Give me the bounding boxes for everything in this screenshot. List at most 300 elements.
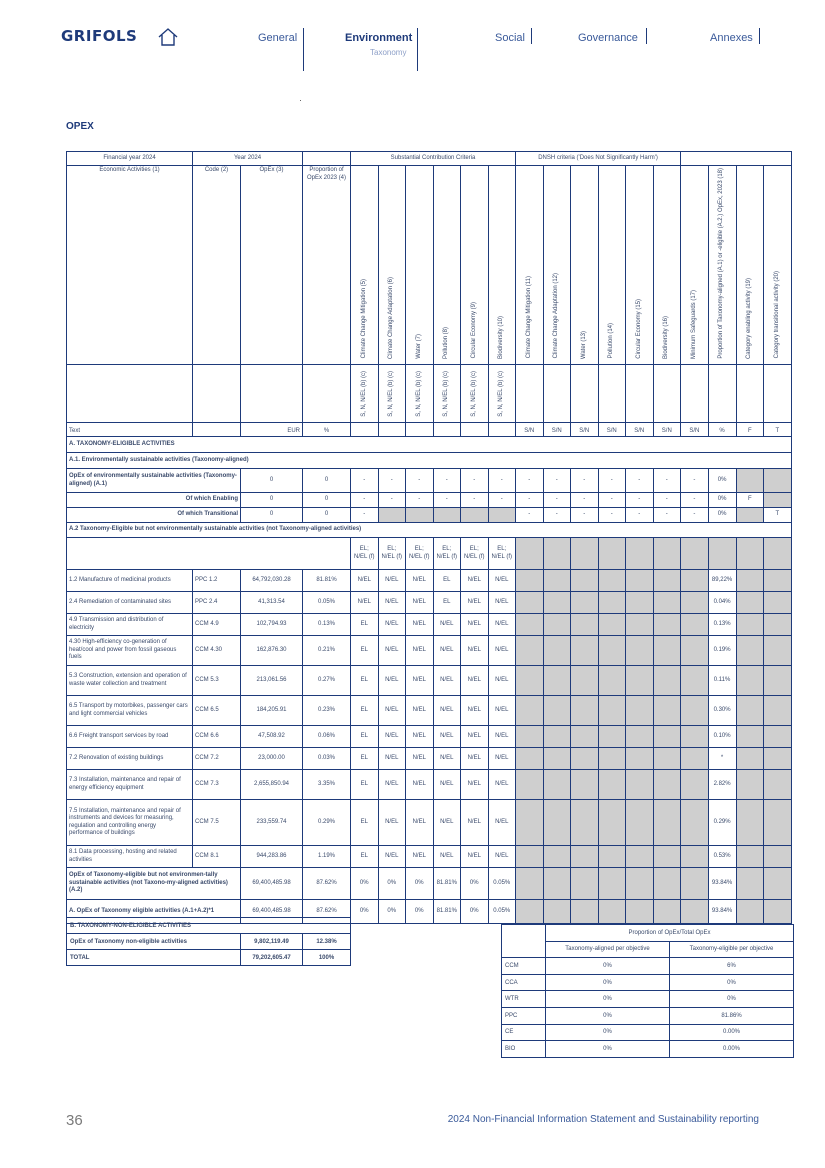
proportion-table <box>501 924 794 1058</box>
row-sc: 0% <box>351 868 379 900</box>
rotated-header <box>708 166 736 365</box>
row-code: CCM 6.5 <box>193 696 241 726</box>
non-eligible-table <box>66 917 351 966</box>
col-proportion: Proportion of OpEx 2023 (4) <box>303 166 351 365</box>
col-header: Taxonomy-eligible per objective <box>670 941 794 958</box>
row-eligible: 81.86% <box>670 1007 794 1024</box>
row-opex: 213,061.56 <box>241 666 303 696</box>
table-row <box>67 523 792 538</box>
row-sc: N/EL <box>488 666 516 696</box>
row-sc: N/EL <box>461 614 489 636</box>
row-p18: 0.30% <box>708 696 736 726</box>
row-label: OpEx of Taxonomy-eligible but not environmen-tally sustainable activities (not Taxono-my-aligned activities) (A.2) <box>67 868 241 900</box>
unit-eur: EUR <box>241 423 303 437</box>
row-prop: 12.38% <box>303 934 351 950</box>
row-p18: 0% <box>708 469 736 493</box>
row-sc: N/EL <box>488 592 516 614</box>
col-opex: OpEx (3) <box>241 166 303 365</box>
row-activity: 4.30 High-efficiency co-generation of heat/cool and power from fossil gaseous fuels <box>67 636 193 666</box>
row-sc: N/EL <box>378 846 406 868</box>
row-p18: 0% <box>708 508 736 523</box>
row-sc: EL <box>351 636 379 666</box>
row-sc: N/EL <box>488 636 516 666</box>
sc-code-label: S, N, N/EL (b) (c) <box>498 370 505 417</box>
el-header: EL; N/EL (f) <box>488 538 516 570</box>
row-p18: 0.04% <box>708 592 736 614</box>
row-dash: - <box>433 469 461 493</box>
row-code: CCM 6.6 <box>193 726 241 748</box>
rotated-label: Biodiversity (16) <box>663 315 670 359</box>
sc-code-label: S, N, N/EL (b) (c) <box>388 370 395 417</box>
unit-sn: S/N <box>626 423 654 437</box>
row-activity: 1.2 Manufacture of medicinal products <box>67 570 193 592</box>
rotated-header <box>764 166 792 365</box>
row-eligible: 0.00% <box>670 1024 794 1041</box>
row-sc: N/EL <box>378 696 406 726</box>
row-sc: EL <box>351 770 379 800</box>
row-opex: 162,876.30 <box>241 636 303 666</box>
row-dash: - <box>516 469 544 493</box>
el-header: EL; N/EL (f) <box>461 538 489 570</box>
sc-code <box>378 365 406 423</box>
row-prop: 100% <box>303 950 351 966</box>
row-sc: N/EL <box>433 636 461 666</box>
row-aligned: 0% <box>546 974 670 991</box>
row-dash: - <box>571 493 599 508</box>
row-sc: N/EL <box>378 666 406 696</box>
rotated-label: Minimum Safeguards (17) <box>690 289 697 359</box>
row-sc: EL <box>351 748 379 770</box>
row-opex: 69,400,485.98 <box>241 900 303 924</box>
table-row <box>502 925 794 942</box>
nav-governance[interactable]: Governance <box>578 32 638 44</box>
row-dash: - <box>653 493 681 508</box>
row-sc: 81.81% <box>433 900 461 924</box>
section-a: A. TAXONOMY-ELIGIBLE ACTIVITIES <box>67 437 792 453</box>
table-row <box>67 696 792 726</box>
row-p18: 0.53% <box>708 846 736 868</box>
row-sc: EL <box>351 614 379 636</box>
row-objective: BIO <box>502 1041 546 1058</box>
row-activity: 8.1 Data processing, hosting and related activities <box>67 846 193 868</box>
row-sc: N/EL <box>378 770 406 800</box>
row-dash: - <box>681 508 709 523</box>
table-row <box>67 592 792 614</box>
rotated-label: Category enabling activity (19) <box>746 277 753 359</box>
row-sc: N/EL <box>488 770 516 800</box>
row-sc: N/EL <box>488 748 516 770</box>
section-a2: A.2 Taxonomy-Eligible but not environmentally sustainable activities (not Taxonomy-aligned activities) <box>67 523 792 538</box>
row-prop: 1.19% <box>303 846 351 868</box>
row-code: CCM 5.3 <box>193 666 241 696</box>
row-prop: 0 <box>303 493 351 508</box>
table-row <box>67 770 792 800</box>
rotated-label: Pollution (8) <box>443 326 450 359</box>
sc-header: Substantial Contribution Criteria <box>351 152 516 166</box>
row-sc: N/EL <box>406 696 434 726</box>
row-sc: EL <box>351 696 379 726</box>
row-dash: - <box>543 493 571 508</box>
rotated-label: Water (7) <box>415 333 422 359</box>
table-row <box>67 726 792 748</box>
row-p18: 0.29% <box>708 800 736 846</box>
row-sc: N/EL <box>461 770 489 800</box>
row-sc: EL <box>351 846 379 868</box>
row-prop: 0.29% <box>303 800 351 846</box>
rotated-header <box>681 166 709 365</box>
row-sc: N/EL <box>461 726 489 748</box>
row-sc: N/EL <box>378 726 406 748</box>
row-dash: - <box>351 469 379 493</box>
row-sc: 0.05% <box>488 868 516 900</box>
row-sc: 0% <box>351 900 379 924</box>
row-sc: N/EL <box>433 800 461 846</box>
row-activity: 4.9 Transmission and distribution of electricity <box>67 614 193 636</box>
row-code: CCM 7.2 <box>193 748 241 770</box>
dot <box>300 100 301 101</box>
row-code: CCM 7.3 <box>193 770 241 800</box>
row-dash: - <box>681 469 709 493</box>
row-dash: - <box>543 469 571 493</box>
sc-code <box>488 365 516 423</box>
table-row <box>502 1007 794 1024</box>
row-activity: 6.6 Freight transport services by road <box>67 726 193 748</box>
row-sc: N/EL <box>433 748 461 770</box>
rotated-label: Category transitional activity (20) <box>773 271 780 359</box>
unit-pct: % <box>303 423 351 437</box>
rotated-header <box>433 166 461 365</box>
row-sc: N/EL <box>406 636 434 666</box>
row-prop: 0.13% <box>303 614 351 636</box>
row-activity: 7.2 Renovation of existing buildings <box>67 748 193 770</box>
rotated-label: Circular Economy (9) <box>470 302 477 359</box>
row-objective: PPC <box>502 1007 546 1024</box>
row-dash: - <box>461 469 489 493</box>
row-p18: 0.10% <box>708 726 736 748</box>
row-dash: - <box>378 469 406 493</box>
row-prop: 0.27% <box>303 666 351 696</box>
row-p18: 93.84% <box>708 868 736 900</box>
row-dash: - <box>653 508 681 523</box>
section-a1: A.1. Environmentally sustainable activities (Taxonomy-aligned) <box>67 453 792 469</box>
table-row <box>67 636 792 666</box>
row-opex: 0 <box>241 508 303 523</box>
row-dash: - <box>543 508 571 523</box>
row-dash: - <box>351 493 379 508</box>
row-opex: 233,559.74 <box>241 800 303 846</box>
row-label: Of which Transitional <box>67 508 241 523</box>
sc-code <box>461 365 489 423</box>
row-objective: CCM <box>502 958 546 975</box>
row-sc: N/EL <box>488 614 516 636</box>
home-icon[interactable] <box>157 26 179 48</box>
cell <box>681 152 792 166</box>
table-row <box>502 991 794 1008</box>
unit-pct: % <box>708 423 736 437</box>
row-prop: 0.05% <box>303 592 351 614</box>
row-sc: N/EL <box>378 570 406 592</box>
row-sc: N/EL <box>461 592 489 614</box>
unit-sn: S/N <box>543 423 571 437</box>
table-row <box>502 941 794 958</box>
row-dash: - <box>516 493 544 508</box>
nav-social[interactable]: Social <box>495 32 525 44</box>
row-label: OpEx of Taxonomy non-eligible activities <box>67 934 241 950</box>
row-code: CCM 4.9 <box>193 614 241 636</box>
row-dash: - <box>461 493 489 508</box>
year-header: Year 2024 <box>193 152 303 166</box>
row-label: A. OpEx of Taxonomy eligible activities (A.1+A.2)*1 <box>67 900 241 924</box>
el-header: EL; N/EL (f) <box>378 538 406 570</box>
row-code: CCM 4.30 <box>193 636 241 666</box>
row-activity: 5.3 Construction, extension and operation of waste water collection and treatment <box>67 666 193 696</box>
row-sc: 0% <box>461 868 489 900</box>
row-sc: 0% <box>378 900 406 924</box>
row-dash: - <box>598 508 626 523</box>
row-objective: CE <box>502 1024 546 1041</box>
row-sc: 0% <box>378 868 406 900</box>
el-header: EL; N/EL (f) <box>433 538 461 570</box>
row-sc: N/EL <box>461 846 489 868</box>
row-sc: N/EL <box>406 800 434 846</box>
row-sc: N/EL <box>433 696 461 726</box>
row-sc: N/EL <box>433 846 461 868</box>
row-sc: 0% <box>406 900 434 924</box>
row-eligible: 0% <box>670 991 794 1008</box>
table-row <box>67 868 792 900</box>
row-opex: 944,283.86 <box>241 846 303 868</box>
row-p18: 93.84% <box>708 900 736 924</box>
table-row <box>67 846 792 868</box>
row-opex: 0 <box>241 469 303 493</box>
row-sc: EL <box>433 570 461 592</box>
unit-sn: S/N <box>516 423 544 437</box>
row-opex: 9,802,119.49 <box>241 934 303 950</box>
unit-text: Text <box>67 423 193 437</box>
row-sc: N/EL <box>488 800 516 846</box>
unit-sn: S/N <box>681 423 709 437</box>
row-sc: N/EL <box>351 570 379 592</box>
table-row <box>67 453 792 469</box>
rotated-header <box>461 166 489 365</box>
row-sc: 0% <box>461 900 489 924</box>
col-activities: Economic Activities (1) <box>67 166 193 365</box>
row-opex: 2,655,850.94 <box>241 770 303 800</box>
dnsh-header: DNSH criteria ('Does Not Significantly Harm') <box>516 152 681 166</box>
row-sc: EL <box>351 800 379 846</box>
rotated-label: Biodiversity (10) <box>498 315 505 359</box>
row-dash: - <box>488 469 516 493</box>
table-row <box>67 666 792 696</box>
rotated-header <box>598 166 626 365</box>
row-code: PPC 2.4 <box>193 592 241 614</box>
rotated-label: Climate Change Mitigation (11) <box>525 276 532 359</box>
row-sc: N/EL <box>406 570 434 592</box>
row-label: TOTAL <box>67 950 241 966</box>
rotated-header <box>571 166 599 365</box>
row-sc: N/EL <box>406 726 434 748</box>
sc-code-label: S, N, N/EL (b) (c) <box>415 370 422 417</box>
table-row <box>67 423 792 437</box>
row-label: Of which Enabling <box>67 493 241 508</box>
row-sc: N/EL <box>406 748 434 770</box>
row-cat: T <box>764 508 792 523</box>
row-prop: 0.21% <box>303 636 351 666</box>
sc-code-label: S, N, N/EL (b) (c) <box>470 370 477 417</box>
table-row <box>67 570 792 592</box>
table-row <box>67 437 792 453</box>
row-sc: N/EL <box>433 770 461 800</box>
unit-sn: S/N <box>571 423 599 437</box>
table-row <box>67 365 792 423</box>
rotated-header <box>488 166 516 365</box>
opex-table <box>66 151 792 924</box>
row-prop: 87.62% <box>303 900 351 924</box>
row-sc: N/EL <box>351 592 379 614</box>
rotated-header <box>626 166 654 365</box>
rotated-header <box>351 166 379 365</box>
row-sc: N/EL <box>433 666 461 696</box>
rotated-label: Climate Change Adaptation (6) <box>388 276 395 359</box>
rotated-label: Water (13) <box>580 330 587 359</box>
table-row <box>67 166 792 365</box>
table-row <box>502 1024 794 1041</box>
table-row <box>502 958 794 975</box>
table-row <box>502 1041 794 1058</box>
row-eligible: 0.00% <box>670 1041 794 1058</box>
col-code: Code (2) <box>193 166 241 365</box>
row-sc: EL <box>351 726 379 748</box>
rotated-header <box>543 166 571 365</box>
row-opex: 47,508.92 <box>241 726 303 748</box>
row-prop: 3.35% <box>303 770 351 800</box>
row-opex: 0 <box>241 493 303 508</box>
row-sc: EL <box>433 592 461 614</box>
section-title: OPEX <box>66 121 94 132</box>
row-sc: N/EL <box>461 636 489 666</box>
row-activity: 7.3 Installation, maintenance and repair of energy efficiency equipment <box>67 770 193 800</box>
sc-code <box>433 365 461 423</box>
table-row <box>67 614 792 636</box>
row-code: CCM 8.1 <box>193 846 241 868</box>
page-number: 36 <box>66 1112 83 1129</box>
nav-sub-taxonomy[interactable]: Taxonomy <box>370 48 407 57</box>
row-sc: N/EL <box>406 614 434 636</box>
row-dash: - <box>351 508 379 523</box>
sc-code <box>351 365 379 423</box>
row-p18: * <box>708 748 736 770</box>
row-sc: N/EL <box>378 636 406 666</box>
row-eligible: 6% <box>670 958 794 975</box>
rotated-header <box>406 166 434 365</box>
row-activity: 6.5 Transport by motorbikes, passenger cars and light commercial vehicles <box>67 696 193 726</box>
table-row <box>67 538 792 570</box>
row-p18: 0.11% <box>708 666 736 696</box>
non-eligible-title: B. TAXONOMY-NON-ELIGIBLE ACTIVITIES <box>67 918 351 934</box>
row-sc: N/EL <box>488 696 516 726</box>
el-header: EL; N/EL (f) <box>351 538 379 570</box>
table-row <box>67 918 351 934</box>
el-header: EL; N/EL (f) <box>406 538 434 570</box>
table-row <box>67 950 351 966</box>
row-aligned: 0% <box>546 958 670 975</box>
row-prop: 0.06% <box>303 726 351 748</box>
row-opex: 41,313.54 <box>241 592 303 614</box>
row-sc: N/EL <box>461 696 489 726</box>
row-sc: 81.81% <box>433 868 461 900</box>
row-dash: - <box>378 493 406 508</box>
nav-annexes[interactable]: Annexes <box>710 32 753 44</box>
row-sc: N/EL <box>433 614 461 636</box>
table-row <box>67 469 792 493</box>
row-prop: 0.03% <box>303 748 351 770</box>
row-dash: - <box>433 493 461 508</box>
row-sc: N/EL <box>378 800 406 846</box>
unit-sn: S/N <box>653 423 681 437</box>
rotated-label: Pollution (14) <box>608 323 615 359</box>
row-sc: 0.05% <box>488 900 516 924</box>
row-dash: - <box>653 469 681 493</box>
row-sc: N/EL <box>406 592 434 614</box>
row-activity: 2.4 Remediation of contaminated sites <box>67 592 193 614</box>
rotated-label: Climate Change Mitigation (5) <box>360 279 367 359</box>
table-row <box>502 974 794 991</box>
grifols-logo[interactable]: GRIFOLS <box>61 27 138 45</box>
row-sc: N/EL <box>461 666 489 696</box>
rotated-label: Proportion of Taxonomy-aligned (A.1) or -eligible (A.2.) OpEx, 2023 (18) <box>718 168 725 359</box>
row-p18: 2.82% <box>708 770 736 800</box>
row-sc: N/EL <box>433 726 461 748</box>
row-dash: - <box>571 508 599 523</box>
row-objective: CCA <box>502 974 546 991</box>
row-sc: N/EL <box>378 614 406 636</box>
row-prop: 81.81% <box>303 570 351 592</box>
unit-t: T <box>764 423 792 437</box>
nav-general[interactable]: General <box>258 32 298 44</box>
table-row <box>67 152 792 166</box>
row-dash: - <box>598 493 626 508</box>
row-dash: - <box>406 493 434 508</box>
row-sc: N/EL <box>488 726 516 748</box>
row-prop: 0.23% <box>303 696 351 726</box>
row-opex: 102,794.93 <box>241 614 303 636</box>
row-dash: - <box>488 493 516 508</box>
rotated-header <box>378 166 406 365</box>
row-label: OpEx of environmentally sustainable activities (Taxonomy-aligned) (A.1) <box>67 469 241 493</box>
row-objective: WTR <box>502 991 546 1008</box>
row-p18: 89,22% <box>708 570 736 592</box>
cell <box>303 152 351 166</box>
row-activity: 7.5 Installation, maintenance and repair of instruments and devices for measuring, regulation and controlling energy performance of buildings <box>67 800 193 846</box>
row-sc: N/EL <box>406 666 434 696</box>
row-dash: - <box>571 469 599 493</box>
row-opex: 69,400,485.98 <box>241 868 303 900</box>
rotated-label: Circular Economy (15) <box>635 298 642 359</box>
rotated-header <box>516 166 544 365</box>
footer-text: 2024 Non-Financial Information Statement and Sustainability reporting <box>447 1114 759 1125</box>
row-sc: N/EL <box>461 748 489 770</box>
nav-environment[interactable]: Environment <box>345 32 413 44</box>
row-prop: 0 <box>303 469 351 493</box>
row-dash: - <box>626 469 654 493</box>
table-row <box>67 493 792 508</box>
row-sc: N/EL <box>488 846 516 868</box>
unit-f: F <box>736 423 764 437</box>
row-sc: N/EL <box>406 770 434 800</box>
row-sc: N/EL <box>378 592 406 614</box>
row-dash: - <box>626 508 654 523</box>
table-row <box>67 934 351 950</box>
